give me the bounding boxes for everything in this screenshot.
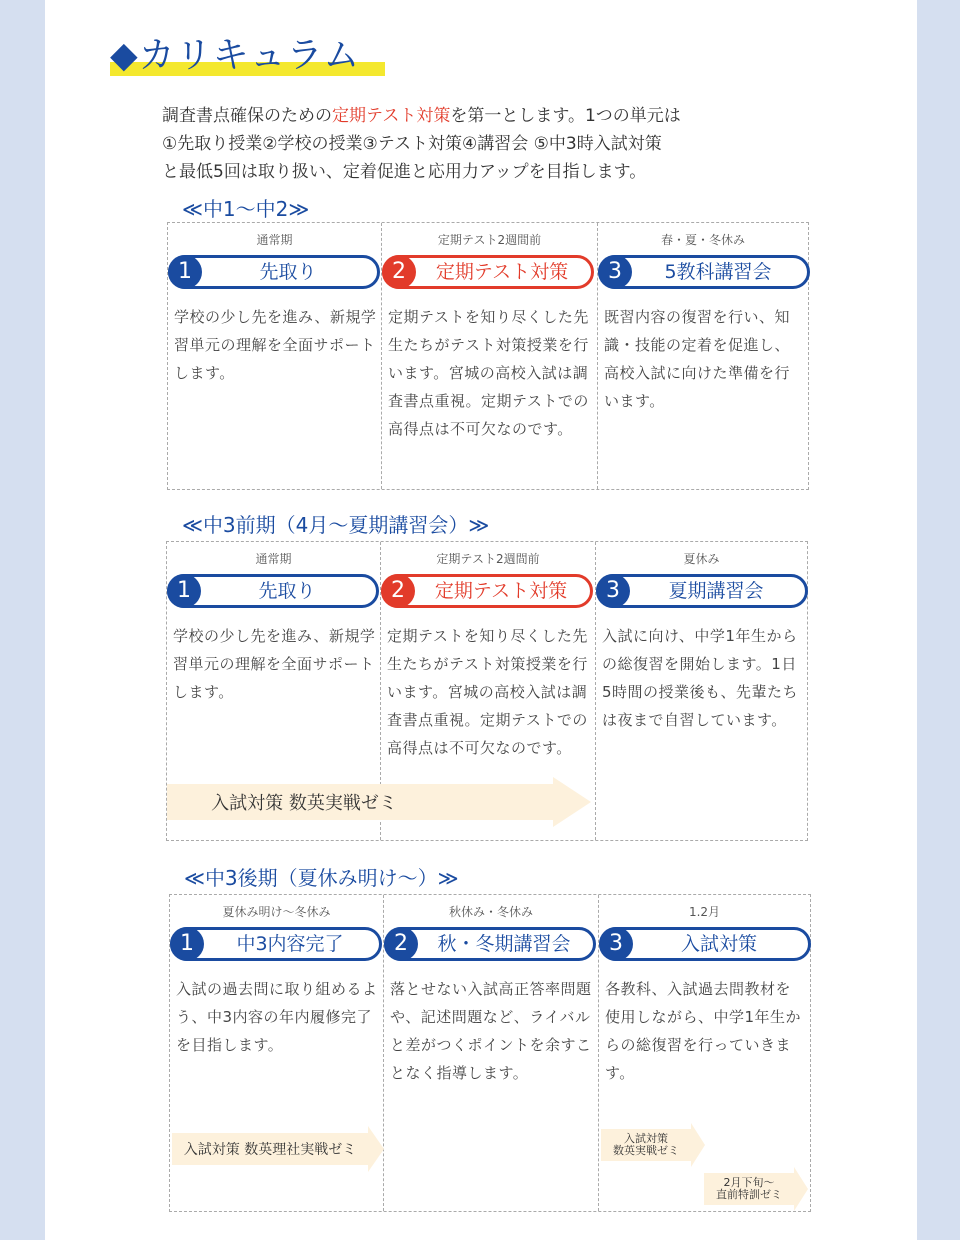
step-label: 入試対策 <box>680 933 757 955</box>
page-title <box>110 34 385 78</box>
step-number-badge: 3 <box>599 927 633 961</box>
intro-line1-red: 定期テスト対策 <box>332 106 451 126</box>
period-label: 通常期 <box>255 552 292 566</box>
step-label: 5教科講習会 <box>664 261 772 283</box>
section-title-2: ≪中3前期（4月～夏期講習会）≫ <box>182 513 490 537</box>
step-description: 既習内容の復習を行い、知識・技能の定着を促進し、高校入試に向けた準備を行います。 <box>604 308 791 410</box>
step-description: 定期テストを知り尽くした先生たちがテスト対策授業を行います。宮城の高校入試は調査書点重視。定期テストでの高得点は不可欠なのです。 <box>387 627 588 757</box>
period-label: 1.2月 <box>688 905 721 919</box>
curriculum-grid-3 <box>169 894 811 1212</box>
arrow-label: 入試対策 数英理社実戦ゼミ <box>183 1142 357 1158</box>
step-pill-2 <box>382 255 594 289</box>
program-arrow <box>167 784 553 820</box>
step-label: 先取り <box>258 580 316 602</box>
intro-line3: と最低5回は取り扱い、定着促進と応用力アップを目指します。 <box>162 162 647 182</box>
step-description: 落とせない入試高正答率問題や、記述問題など、ライバルと差がつくポイントを余すことなく指導します。 <box>390 980 592 1082</box>
intro-text <box>162 102 681 186</box>
step-description: 各教科、入試過去問教材を使用しながら、中学1年生からの総復習を行っていきます。 <box>605 980 802 1082</box>
grid1-col-1 <box>168 223 381 489</box>
step-pill-3 <box>598 255 810 289</box>
arrow-head <box>794 1167 808 1211</box>
period-label: 定期テスト2週間前 <box>437 233 542 247</box>
step-number-badge: 1 <box>170 927 204 961</box>
arrow-head <box>691 1123 705 1167</box>
period-label: 定期テスト2週間前 <box>436 552 540 566</box>
period-label: 夏休み明け～冬休み <box>222 905 331 919</box>
intro-line1-a: 調査書点確保のための <box>162 106 332 126</box>
arrow-label: 2月下旬～ 直前特訓ゼミ <box>716 1176 782 1201</box>
step-number-badge: 1 <box>167 574 201 608</box>
step-label: 定期テスト対策 <box>434 580 568 602</box>
arrow-head <box>368 1126 384 1172</box>
intro-line1-b: を第一とします。1つの単元は <box>450 106 681 126</box>
step-number-badge: 3 <box>596 574 630 608</box>
step-description: 入試の過去問に取り組めるよう、中3内容の年内履修完了を目指します。 <box>176 980 378 1054</box>
step-label: 夏期講習会 <box>668 580 764 602</box>
arrow-head <box>553 777 591 827</box>
period-label: 通常期 <box>256 233 293 247</box>
intro-line2: ①先取り授業②学校の授業③テスト対策④講習会 ⑤中3時入試対策 <box>162 134 662 154</box>
period-label: 春・夏・冬休み <box>660 233 745 247</box>
section-title-1: ≪中1～中2≫ <box>182 197 310 221</box>
title-text: ◆カリキュラム <box>110 35 361 76</box>
step-number-badge: 3 <box>598 255 632 289</box>
step-pill-1 <box>170 927 382 961</box>
step-label: 定期テスト対策 <box>435 261 569 283</box>
grid2-col-3 <box>595 542 807 840</box>
curriculum-grid-2 <box>166 541 808 841</box>
program-arrow <box>172 1133 368 1165</box>
period-label: 夏休み <box>683 552 720 566</box>
step-number-badge: 1 <box>168 255 202 289</box>
step-label: 先取り <box>259 261 317 283</box>
step-description: 入試に向け、中学1年生からの総復習を開始します。1日5時間の授業後も、先輩たちは夜まで自習しています。 <box>602 627 799 729</box>
step-pill-1 <box>168 255 380 289</box>
arrow-label: 入試対策 数英実戦ゼミ <box>613 1132 679 1157</box>
step-number-badge: 2 <box>382 255 416 289</box>
step-pill-2 <box>381 574 593 608</box>
program-arrow-small <box>704 1173 794 1205</box>
curriculum-grid-1 <box>167 222 809 490</box>
step-pill-3 <box>596 574 808 608</box>
grid1-col-3 <box>597 223 808 489</box>
step-number-badge: 2 <box>381 574 415 608</box>
program-arrow-small <box>601 1129 691 1161</box>
step-pill-1 <box>167 574 379 608</box>
step-description: 定期テストを知り尽くした先生たちがテスト対策授業を行います。宮城の高校入試は調査書点重視。定期テストでの高得点は不可欠なのです。 <box>388 308 589 438</box>
section-title-3: ≪中3後期（夏休み明け～）≫ <box>184 866 459 890</box>
period-label: 秋休み・冬休み <box>448 905 533 919</box>
step-description: 学校の少し先を進み、新規学習単元の理解を全面サポートします。 <box>174 308 377 382</box>
step-label: 秋・冬期講習会 <box>437 933 571 955</box>
grid1-col-2 <box>381 223 597 489</box>
step-pill-2 <box>384 927 596 961</box>
grid3-col-2 <box>383 895 598 1211</box>
step-number-badge: 2 <box>384 927 418 961</box>
step-pill-3 <box>599 927 811 961</box>
step-label: 中3内容完了 <box>236 933 344 955</box>
arrow-label: 入試対策 数英実戦ゼミ <box>211 793 397 814</box>
step-description: 学校の少し先を進み、新規学習単元の理解を全面サポートします。 <box>173 627 376 701</box>
